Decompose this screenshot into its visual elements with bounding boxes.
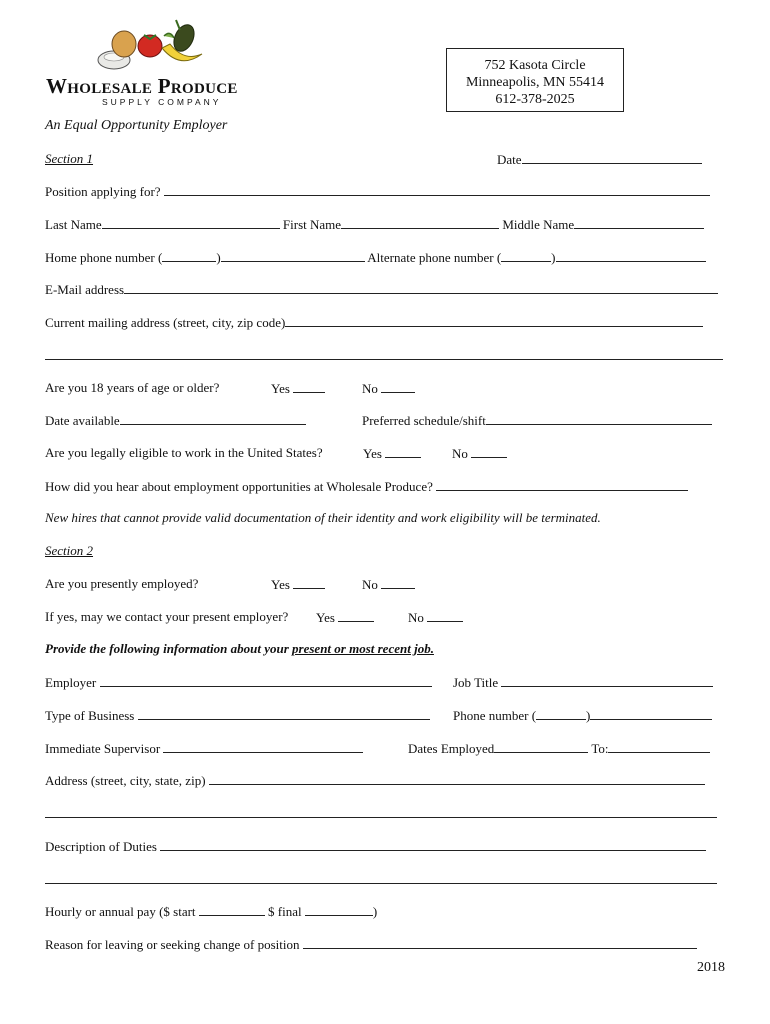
phone-row <box>45 249 706 266</box>
employed-no-field[interactable] <box>381 576 415 589</box>
date-available-field[interactable] <box>120 412 306 425</box>
age-yes-field[interactable] <box>293 380 325 393</box>
employer-phone-field[interactable] <box>590 707 712 720</box>
contact-question: If yes, may we contact your present employer? <box>45 609 289 624</box>
last-name-field[interactable] <box>102 216 280 229</box>
hear-field[interactable] <box>436 478 688 491</box>
produce-logo-illustration <box>92 16 212 76</box>
home-area-code-field[interactable] <box>162 249 216 262</box>
age-question: Are you 18 years of age or older? <box>45 380 220 395</box>
eligible-no-field[interactable] <box>471 445 507 458</box>
contact-no-field[interactable] <box>427 609 463 622</box>
age-no-row <box>362 380 415 397</box>
business-row <box>45 707 430 724</box>
to-label: To: <box>591 741 609 756</box>
mailing-field-line-2[interactable] <box>45 359 723 360</box>
documentation-notice: New hires that cannot provide valid documentation of their identity and work eligibility will be terminated. <box>45 510 601 525</box>
employer-row <box>45 674 432 691</box>
address-line-2: Minneapolis, MN 55414 <box>465 75 605 90</box>
position-field[interactable] <box>164 183 710 196</box>
contact-yes-field[interactable] <box>338 609 374 622</box>
employer-address-field[interactable] <box>209 772 705 785</box>
business-label: Type of Business <box>45 708 135 723</box>
reason-label: Reason for leaving or seeking change of position <box>45 937 300 952</box>
footer-year: 2018 <box>697 960 725 975</box>
supervisor-label: Immediate Supervisor <box>45 741 161 756</box>
name-row <box>45 216 704 233</box>
mailing-row <box>45 314 703 331</box>
alt-phone-field[interactable] <box>556 249 706 262</box>
contact-no-row <box>408 609 463 626</box>
dates-to-field[interactable] <box>608 740 710 753</box>
paren-close: ) <box>586 708 591 723</box>
home-phone-field[interactable] <box>221 249 365 262</box>
pay-final-label: $ final <box>268 904 302 919</box>
supervisor-field[interactable] <box>163 740 363 753</box>
employed-yes-field[interactable] <box>293 576 325 589</box>
job-title-label: Job Title <box>453 675 499 690</box>
position-row <box>45 183 710 200</box>
provide-emphasis: present or most recent job. <box>292 641 434 656</box>
employed-no-row <box>362 576 415 593</box>
age-yes-row <box>271 380 325 397</box>
yes-label: Yes <box>363 446 382 461</box>
duties-label: Description of Duties <box>45 839 157 854</box>
employed-yes-row <box>271 576 325 593</box>
mailing-field[interactable] <box>285 314 703 327</box>
pay-row <box>45 903 377 920</box>
pay-start-label: Hourly or annual pay ($ start <box>45 904 196 919</box>
employer-phone-label: Phone number ( <box>453 708 537 723</box>
schedule-field[interactable] <box>486 412 712 425</box>
company-logo-subtitle: SUPPLY COMPANY <box>102 97 222 107</box>
no-label: No <box>362 381 378 396</box>
date-available-row <box>45 412 306 429</box>
pay-start-field[interactable] <box>199 903 265 916</box>
employer-area-code-field[interactable] <box>536 707 586 720</box>
duties-field[interactable] <box>160 838 706 851</box>
job-title-field[interactable] <box>501 674 713 687</box>
hear-question: How did you hear about employment opportunities at Wholesale Produce? <box>45 479 433 494</box>
employer-address-line-2[interactable] <box>45 817 717 818</box>
schedule-label: Preferred schedule/shift <box>362 413 486 428</box>
dates-employed-row <box>408 740 710 757</box>
company-logo-name: Wholesale Produce <box>46 74 238 98</box>
provide-info-instruction <box>45 641 434 657</box>
yes-label: Yes <box>271 381 290 396</box>
no-label: No <box>362 577 378 592</box>
business-field[interactable] <box>138 707 430 720</box>
date-available-label: Date available <box>45 413 120 428</box>
eligible-no-row <box>452 445 507 462</box>
date-field[interactable] <box>522 151 702 164</box>
mailing-label: Current mailing address (street, city, zip code) <box>45 315 286 330</box>
email-field[interactable] <box>124 281 718 294</box>
employer-address-row <box>45 772 705 789</box>
company-address-box <box>446 48 624 112</box>
employer-label: Employer <box>45 675 97 690</box>
company-phone: 612-378-2025 <box>495 92 575 107</box>
age-no-field[interactable] <box>381 380 415 393</box>
reason-row <box>45 936 697 953</box>
home-phone-label: Home phone number ( <box>45 250 163 265</box>
alt-phone-label: Alternate phone number ( <box>367 250 502 265</box>
dates-employed-label: Dates Employed <box>408 741 495 756</box>
alt-area-code-field[interactable] <box>501 249 551 262</box>
duties-line-2[interactable] <box>45 883 717 884</box>
last-name-label: Last Name <box>45 217 102 232</box>
no-label: No <box>452 446 468 461</box>
employed-question: Are you presently employed? <box>45 576 199 591</box>
paren-close: ) <box>372 904 378 919</box>
email-row <box>45 281 718 298</box>
address-line-1: 752 Kasota Circle <box>484 58 586 73</box>
supervisor-row <box>45 740 363 757</box>
employer-address-label: Address (street, city, state, zip) <box>45 773 206 788</box>
contact-yes-row <box>316 609 374 626</box>
reason-field[interactable] <box>303 936 697 949</box>
yes-label: Yes <box>271 577 290 592</box>
section-1-heading: Section 1 <box>45 151 94 166</box>
middle-name-field[interactable] <box>574 216 704 229</box>
eligible-question: Are you legally eligible to work in the United States? <box>45 445 323 460</box>
paren-close: ) <box>216 250 221 265</box>
employer-phone-row <box>453 707 712 724</box>
dates-from-field[interactable] <box>494 740 588 753</box>
date-row <box>497 151 702 168</box>
pay-final-field[interactable] <box>305 903 373 916</box>
paren-close: ) <box>551 250 556 265</box>
middle-name-label: Middle Name <box>502 217 575 232</box>
first-name-label: First Name <box>282 217 342 232</box>
hear-row <box>45 478 688 495</box>
first-name-field[interactable] <box>341 216 499 229</box>
duties-row <box>45 838 706 855</box>
no-label: No <box>408 610 424 625</box>
schedule-row <box>362 412 712 429</box>
date-label: Date <box>497 152 522 167</box>
section-2-heading: Section 2 <box>45 543 94 558</box>
yes-label: Yes <box>316 610 335 625</box>
equal-opportunity-tagline: An Equal Opportunity Employer <box>45 118 228 133</box>
employer-field[interactable] <box>100 674 432 687</box>
job-title-row <box>453 674 713 691</box>
position-label: Position applying for? <box>45 184 161 199</box>
eligible-yes-field[interactable] <box>385 445 421 458</box>
email-label: E-Mail address <box>45 282 125 297</box>
eligible-yes-row <box>363 445 421 462</box>
provide-prefix: Provide the following information about your <box>45 641 293 656</box>
